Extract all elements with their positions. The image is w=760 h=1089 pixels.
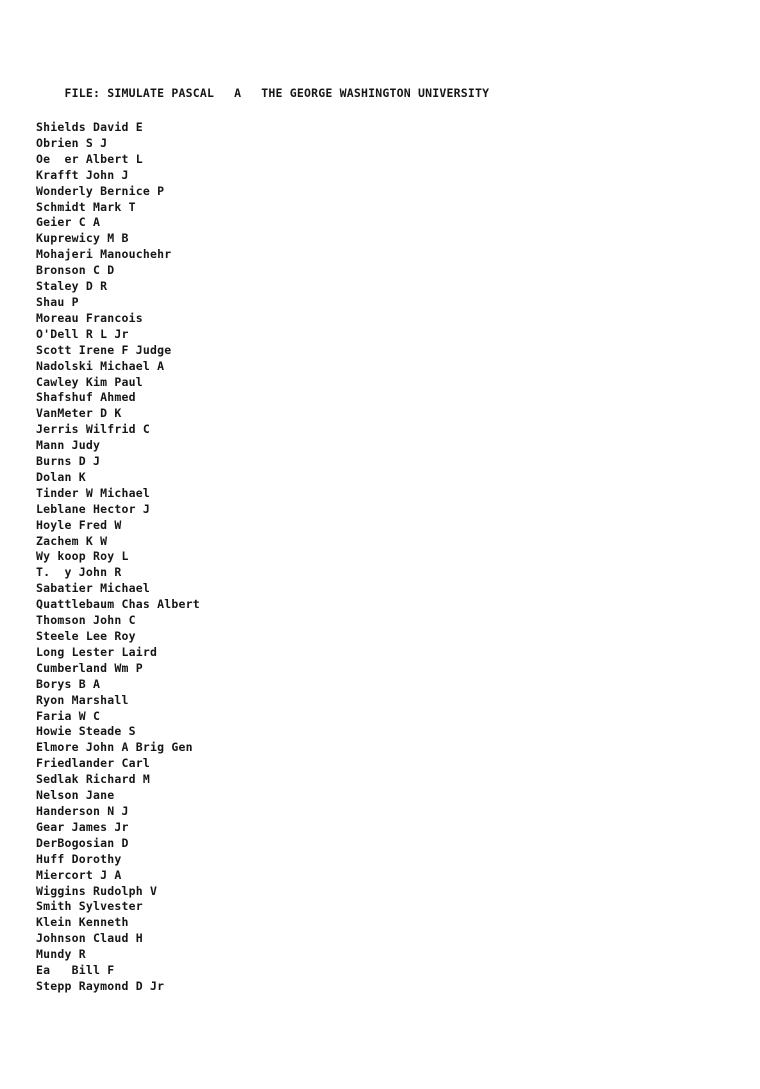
- file-mode: A: [234, 86, 242, 100]
- name-entry: Wy koop Roy L: [36, 549, 129, 564]
- name-entry: T. y John R: [36, 565, 122, 580]
- name-entry: Obrien S J: [36, 135, 108, 150]
- name-entry: Jerris Wilfrid C: [36, 422, 150, 437]
- name-entry: Stepp Raymond D Jr: [36, 978, 165, 993]
- names-list: [36, 120, 200, 995]
- name-entry: Sedlak Richard M: [36, 772, 150, 787]
- name-entry: Nadolski Michael A: [36, 358, 165, 373]
- name-entry: Long Lester Laird: [36, 644, 158, 659]
- name-entry: Mohajeri Manouchehr: [36, 247, 172, 262]
- name-entry: Klein Kenneth: [36, 915, 129, 930]
- name-entry: Gear James Jr: [36, 819, 129, 834]
- name-entry: Kuprewicy M B: [36, 231, 129, 246]
- name-entry: Shau P: [36, 294, 79, 309]
- page-header: [36, 69, 489, 117]
- name-entry: Huff Dorothy: [36, 851, 122, 866]
- name-entry: Staley D R: [36, 279, 108, 294]
- name-entry: Leblane Hector J: [36, 501, 150, 516]
- name-entry: Zachem K W: [36, 533, 108, 548]
- name-entry: Wonderly Bernice P: [36, 183, 165, 198]
- name-entry: Cawley Kim Paul: [36, 374, 143, 389]
- name-entry: Sabatier Michael: [36, 581, 150, 596]
- name-entry: Elmore John A Brig Gen: [36, 740, 193, 755]
- name-entry: Howie Steade S: [36, 724, 136, 739]
- name-entry: Schmidt Mark T: [36, 199, 136, 214]
- file-label: FILE: SIMULATE PASCAL: [64, 86, 215, 100]
- institution-name: THE GEORGE WASHINGTON UNIVERSITY: [261, 86, 490, 100]
- name-entry: Thomson John C: [36, 613, 136, 628]
- name-entry: Handerson N J: [36, 803, 129, 818]
- name-entry: Miercort J A: [36, 867, 122, 882]
- name-entry: Oe er Albert L: [36, 151, 143, 166]
- name-entry: Krafft John J: [36, 167, 129, 182]
- name-entry: Friedlander Carl: [36, 756, 150, 771]
- name-entry: Hoyle Fred W: [36, 517, 122, 532]
- name-entry: Dolan K: [36, 469, 86, 484]
- name-entry: Quattlebaum Chas Albert: [36, 597, 200, 612]
- name-entry: Burns D J: [36, 454, 101, 469]
- name-entry: Shields David E: [36, 120, 143, 134]
- name-entry: O'Dell R L Jr: [36, 326, 129, 341]
- name-entry: Faria W C: [36, 708, 101, 723]
- name-entry: Ea Bill F: [36, 963, 115, 978]
- name-entry: Smith Sylvester: [36, 899, 143, 914]
- name-entry: Bronson C D: [36, 263, 115, 278]
- name-entry: Tinder W Michael: [36, 485, 150, 500]
- name-entry: Johnson Claud H: [36, 931, 143, 946]
- name-entry: Cumberland Wm P: [36, 660, 143, 675]
- name-entry: VanMeter D K: [36, 406, 122, 421]
- name-entry: Ryon Marshall: [36, 692, 129, 707]
- name-entry: Steele Lee Roy: [36, 629, 136, 643]
- name-entry: Shafshuf Ahmed: [36, 390, 136, 405]
- name-entry: Scott Irene F Judge: [36, 342, 172, 357]
- name-entry: DerBogosian D: [36, 835, 129, 850]
- name-entry: Moreau Francois: [36, 310, 143, 325]
- name-entry: Mann Judy: [36, 438, 101, 453]
- name-entry: Wiggins Rudolph V: [36, 883, 158, 898]
- name-entry: Geier C A: [36, 215, 101, 230]
- name-entry: Borys B A: [36, 676, 101, 691]
- name-entry: Mundy R: [36, 947, 86, 962]
- name-entry: Nelson Jane: [36, 788, 115, 803]
